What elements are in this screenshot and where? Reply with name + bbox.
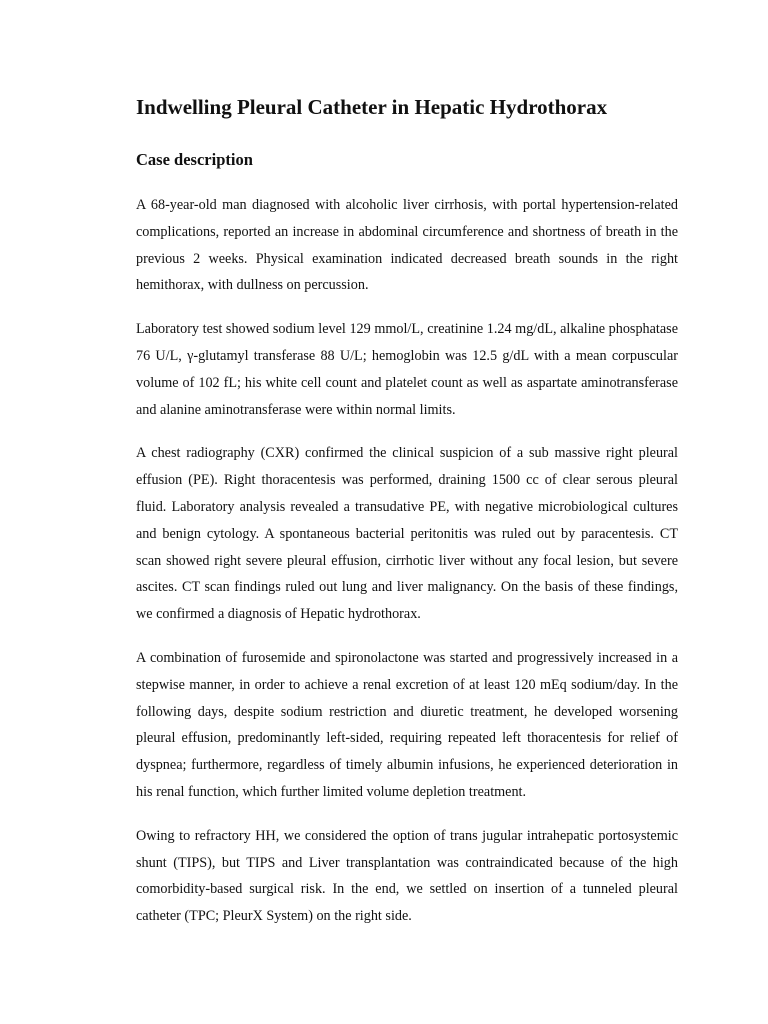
document-title: Indwelling Pleural Catheter in Hepatic Hydrothorax bbox=[136, 95, 608, 119]
paragraph-clinical-presentation: A 68-year-old man diagnosed with alcoholic liver cirrhosis, with portal hypertension-related complications, reported an increase in abdominal circumference and shortness of breath in the previous 2 weeks. Physical examination indicated decreased breath sounds in the right hemithorax, with dullness on percussion. bbox=[136, 197, 678, 294]
section-heading: Case description bbox=[136, 150, 253, 169]
paragraph-catheter-decision: Owing to refractory HH, we considered the option of trans jugular intrahepatic portosystemic shunt (TIPS), but TIPS and Liver transplantation was contraindicated because of the high comorbidity-based surgical risk. In the end, we settled on insertion of a tunneled pleural catheter (TPC; PleurX System) on the right side. bbox=[136, 827, 678, 925]
paragraph-laboratory-tests: Laboratory test showed sodium level 129 mmol/L, creatinine 1.24 mg/dL, alkaline phosphatase 76 U/L, γ-glutamyl transferase 88 U/L; hemoglobin was 12.5 g/dL with a mean corpuscular volume of 102 fL; his white cell count and platelet count as well as aspartate aminotransferase and alanine aminotransferase were within normal limits. bbox=[136, 321, 678, 418]
paragraph-imaging-diagnosis: A chest radiography (CXR) confirmed the clinical suspicion of a sub massive right pleural effusion (PE). Right thoracentesis was performed, draining 1500 cc of clear serous pleural fluid. Laboratory analysis revealed a transudative PE, with negative microbiological cultures and benign cytology. A spontaneous bacterial peritonitis was ruled out by paracentesis. CT scan showed right severe pleural effusion, cirrhotic liver without any focal lesion, but severe ascites. CT scan findings ruled out lung and liver malignancy. On the basis of these findings, we confirmed a diagnosis of Hepatic hydrothorax. bbox=[136, 445, 678, 623]
document-page bbox=[136, 92, 678, 947]
paragraph-treatment-course: A combination of furosemide and spironolactone was started and progressively increased in a stepwise manner, in order to achieve a renal excretion of at least 120 mEq sodium/day. In the following days, despite sodium restriction and diuretic treatment, he developed worsening pleural effusion, predominantly left-sided, requiring repeated left thoracentesis for relief of dyspnea; furthermore, regardless of timely albumin infusions, he experienced deterioration in his renal function, which further limited volume depletion treatment. bbox=[136, 649, 678, 800]
